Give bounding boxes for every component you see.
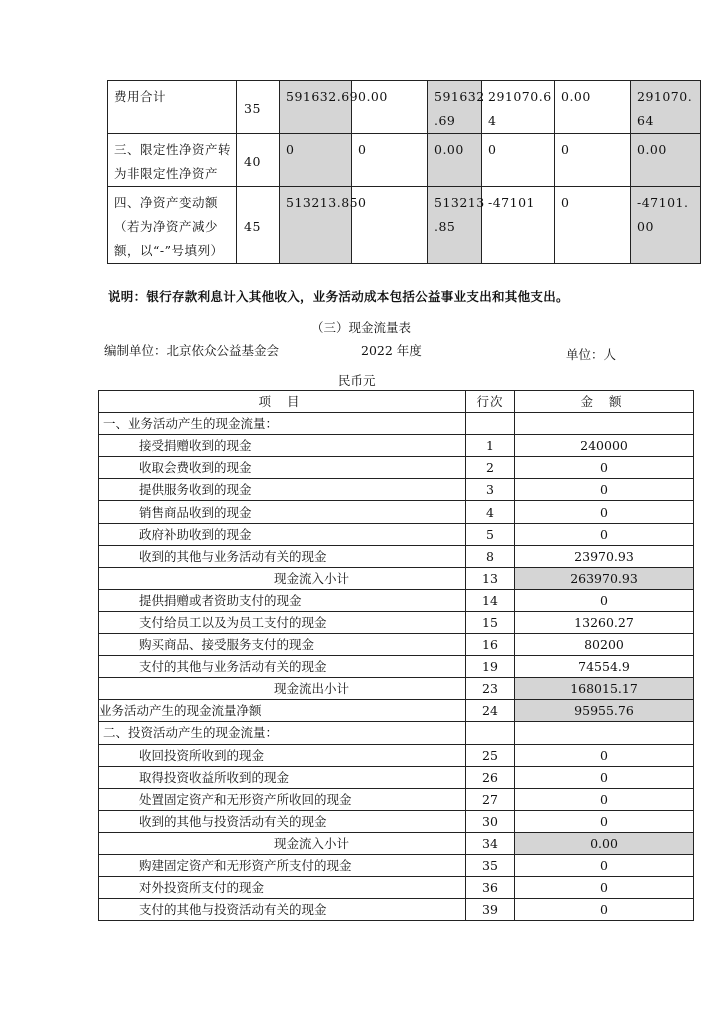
item-label: 支付的其他与业务活动有关的现金 (99, 656, 466, 678)
row-number: 5 (466, 523, 515, 545)
row-number: 23 (466, 678, 515, 700)
row-number: 35 (466, 854, 515, 876)
amount-value: 0 (515, 788, 694, 810)
item-label: 处置固定资产和无形资产所收回的现金 (99, 788, 466, 810)
amount-value: 0 (515, 501, 694, 523)
cell-line: 00 (637, 219, 654, 234)
currency-unit-continued: 民币元 (338, 373, 376, 388)
cell-value (631, 134, 701, 187)
item-label: 支付的其他与投资活动有关的现金 (99, 899, 466, 921)
amount-value: 0 (515, 523, 694, 545)
table-row (99, 744, 694, 766)
row-number: 13 (466, 567, 515, 589)
amount-value (515, 413, 694, 435)
row-number: 24 (466, 700, 515, 722)
item-label: 支付给员工以及为员工支付的现金 (99, 611, 466, 633)
row-number: 15 (466, 611, 515, 633)
compiling-unit: 编制单位：北京依众公益基金会 (104, 343, 280, 358)
cell-line: 额，以“-”号填列） (114, 243, 224, 258)
row-label (108, 134, 237, 187)
table-row (99, 567, 694, 589)
table-row (99, 854, 694, 876)
amount-value: 0 (515, 457, 694, 479)
row-number: 2 (466, 457, 515, 479)
section-title: （三）现金流量表 (311, 320, 412, 335)
row-number: 1 (466, 435, 515, 457)
row-number (466, 413, 515, 435)
row-number: 14 (466, 589, 515, 611)
amount-value: 13260.27 (515, 611, 694, 633)
cell-line: .69 (434, 113, 456, 128)
table-row (108, 81, 701, 134)
cell-value: 0.00 (555, 81, 631, 134)
cell-value: 0.00 (352, 81, 428, 134)
amount-value: 0 (515, 744, 694, 766)
cell-value: 0 (280, 134, 352, 187)
cell-line: 0 (488, 142, 497, 157)
table-row (108, 134, 701, 187)
cell-line: 291070. (637, 89, 693, 104)
cell-line: 费用合计 (114, 89, 167, 104)
item-label: 收回投资所收到的现金 (99, 744, 466, 766)
amount-value: 95955.76 (515, 700, 694, 722)
row-number: 25 (466, 744, 515, 766)
amount-value: 74554.9 (515, 656, 694, 678)
cell-line: 四、净资产变动额 (114, 195, 219, 210)
row-label (108, 81, 237, 134)
header-row-no: 行次 (466, 391, 515, 413)
table-row (99, 877, 694, 899)
item-label: 业务活动产生的现金流量净额 (99, 700, 466, 722)
cell-value (428, 187, 485, 264)
report-year: 2022 年度 (361, 343, 422, 358)
table-row (99, 810, 694, 832)
cell-line: 591632 (434, 89, 485, 104)
row-number: 26 (466, 766, 515, 788)
cell-line: （若为净资产减少 (114, 219, 219, 234)
amount-value: 0 (515, 479, 694, 501)
amount-value: 0 (515, 877, 694, 899)
cell-value: 0 (555, 134, 631, 187)
table-row (99, 523, 694, 545)
item-label: 取得投资收益所收到的现金 (99, 766, 466, 788)
cell-value (482, 187, 555, 264)
cell-value (482, 81, 555, 134)
cash-flow-table (98, 390, 694, 921)
amount-value: 0 (515, 589, 694, 611)
cell-line: 三、限定性净资产转 (114, 142, 232, 157)
row-number: 40 (237, 134, 280, 187)
cell-line: .85 (434, 219, 456, 234)
cell-value (428, 134, 482, 187)
table-row (99, 611, 694, 633)
table-row (99, 899, 694, 921)
item-label: 购买商品、接受服务支付的现金 (99, 634, 466, 656)
cell-line: 0.00 (434, 142, 464, 157)
cell-value: 513213.85 (280, 187, 352, 264)
row-number: 35 (237, 81, 280, 134)
table-row (99, 634, 694, 656)
cell-line: 0.00 (637, 142, 667, 157)
table-row (99, 501, 694, 523)
table-row (99, 479, 694, 501)
item-label: 政府补助收到的现金 (99, 523, 466, 545)
item-label: 收到的其他与业务活动有关的现金 (99, 545, 466, 567)
table-row (99, 700, 694, 722)
cell-line: -47101. (637, 195, 689, 210)
cell-line: 64 (637, 113, 654, 128)
cell-line: 291070.6 (488, 89, 552, 104)
cell-value (631, 81, 701, 134)
header-item: 项 目 (99, 391, 466, 413)
cell-value (631, 187, 701, 264)
amount-value (515, 722, 694, 744)
header-amount: 金 额 (515, 391, 694, 413)
row-number: 27 (466, 788, 515, 810)
item-label: 二、投资活动产生的现金流量： (99, 722, 466, 744)
item-label: 现金流入小计 (99, 832, 466, 854)
activity-statement-table (107, 80, 701, 264)
row-number: 19 (466, 656, 515, 678)
item-label: 现金流入小计 (99, 567, 466, 589)
table-row (99, 457, 694, 479)
table-row (99, 435, 694, 457)
amount-value: 23970.93 (515, 545, 694, 567)
table-header-row (99, 391, 694, 413)
cell-value: 0 (352, 134, 428, 187)
item-label: 接受捐赠收到的现金 (99, 435, 466, 457)
item-label: 提供捐赠或者资助支付的现金 (99, 589, 466, 611)
table-row (99, 656, 694, 678)
amount-value: 240000 (515, 435, 694, 457)
table-row (99, 722, 694, 744)
cell-line: 513213 (434, 195, 485, 210)
row-number: 16 (466, 634, 515, 656)
amount-value: 0.00 (515, 832, 694, 854)
item-label: 收到的其他与投资活动有关的现金 (99, 810, 466, 832)
cell-value: 0 (555, 187, 631, 264)
table-row (99, 678, 694, 700)
cell-value (482, 134, 555, 187)
row-number (466, 722, 515, 744)
table-row (99, 766, 694, 788)
item-label: 现金流出小计 (99, 678, 466, 700)
table-row (99, 545, 694, 567)
table-row (108, 187, 701, 264)
item-label: 购建固定资产和无形资产所支付的现金 (99, 854, 466, 876)
table-row (99, 589, 694, 611)
amount-value: 80200 (515, 634, 694, 656)
table-row (99, 413, 694, 435)
amount-value: 263970.93 (515, 567, 694, 589)
row-label (108, 187, 237, 264)
amount-value: 0 (515, 766, 694, 788)
cell-line: 4 (488, 113, 497, 128)
table-row (99, 832, 694, 854)
item-label: 一、业务活动产生的现金流量： (99, 413, 466, 435)
amount-value: 0 (515, 810, 694, 832)
row-number: 4 (466, 501, 515, 523)
item-label: 收取会费收到的现金 (99, 457, 466, 479)
cell-value: 0 (352, 187, 428, 264)
table-row (99, 788, 694, 810)
row-number: 3 (466, 479, 515, 501)
item-label: 销售商品收到的现金 (99, 501, 466, 523)
amount-value: 0 (515, 899, 694, 921)
item-label: 提供服务收到的现金 (99, 479, 466, 501)
row-number: 30 (466, 810, 515, 832)
cell-line: -47101 (488, 195, 535, 210)
item-label: 对外投资所支付的现金 (99, 877, 466, 899)
cell-value: 591632.69 (280, 81, 352, 134)
cell-line: 为非限定性净资产 (114, 166, 219, 181)
row-number: 39 (466, 899, 515, 921)
currency-unit: 单位：人 (566, 347, 617, 362)
row-number: 34 (466, 832, 515, 854)
statement-note: 说明：银行存款利息计入其他收入，业务活动成本包括公益事业支出和其他支出。 (108, 289, 569, 304)
row-number: 36 (466, 877, 515, 899)
row-number: 45 (237, 187, 280, 264)
amount-value: 168015.17 (515, 678, 694, 700)
amount-value: 0 (515, 854, 694, 876)
cell-value (428, 81, 485, 134)
row-number: 8 (466, 545, 515, 567)
